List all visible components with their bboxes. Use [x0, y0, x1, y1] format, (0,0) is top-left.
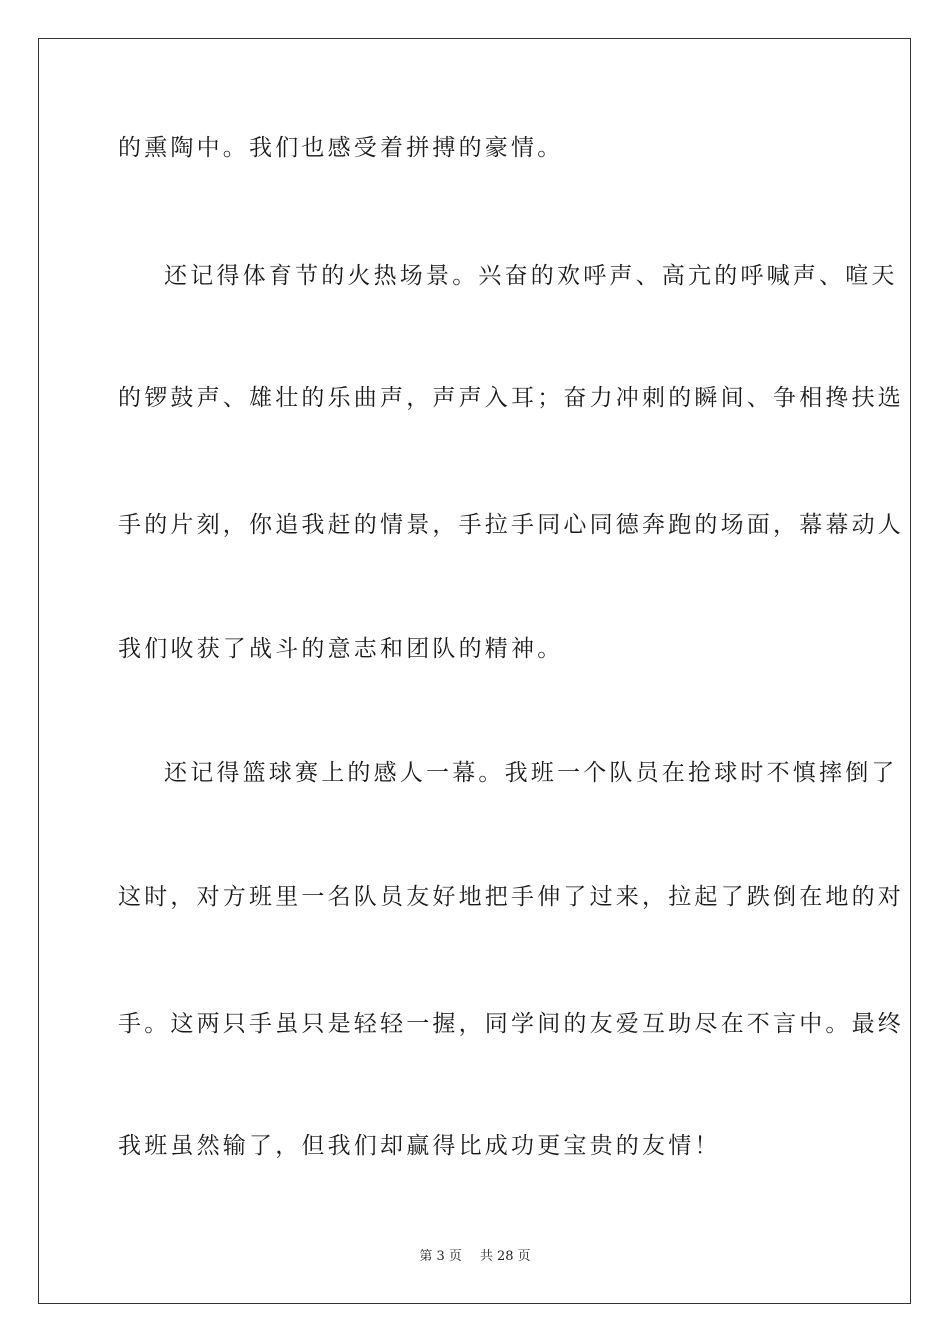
text-line-3: 的锣鼓声、雄壮的乐曲声，声声入耳；奋力冲刺的瞬间、争相搀扶选 — [118, 385, 904, 411]
text-line-9: 我班虽然输了，但我们却赢得比成功更宝贵的友情！ — [118, 1133, 721, 1159]
page-frame — [38, 38, 911, 1304]
text-line-4: 手的片刻，你追我赶的情景，手拉手同心同德奔跑的场面，幕幕动人 — [118, 512, 904, 538]
text-line-6: 还记得篮球赛上的感人一幕。我班一个队员在抢球时不慎摔倒了 — [164, 760, 898, 786]
page-footer — [0, 1248, 950, 1266]
text-line-5: 我们收获了战斗的意志和团队的精神。 — [118, 636, 564, 662]
text-line-8: 手。这两只手虽只是轻轻一握，同学间的友爱互助尽在不言中。最终 — [118, 1011, 904, 1037]
text-line-7: 这时，对方班里一名队员友好地把手伸了过来，拉起了跌倒在地的对 — [118, 884, 904, 910]
text-line-1: 的熏陶中。我们也感受着拼搏的豪情。 — [118, 135, 564, 161]
page-number: 第 3 页 — [419, 1249, 462, 1264]
text-line-2: 还记得体育节的火热场景。兴奋的欢呼声、高亢的呼喊声、喧天 — [164, 263, 898, 289]
page-total: 共 28 页 — [479, 1249, 531, 1264]
